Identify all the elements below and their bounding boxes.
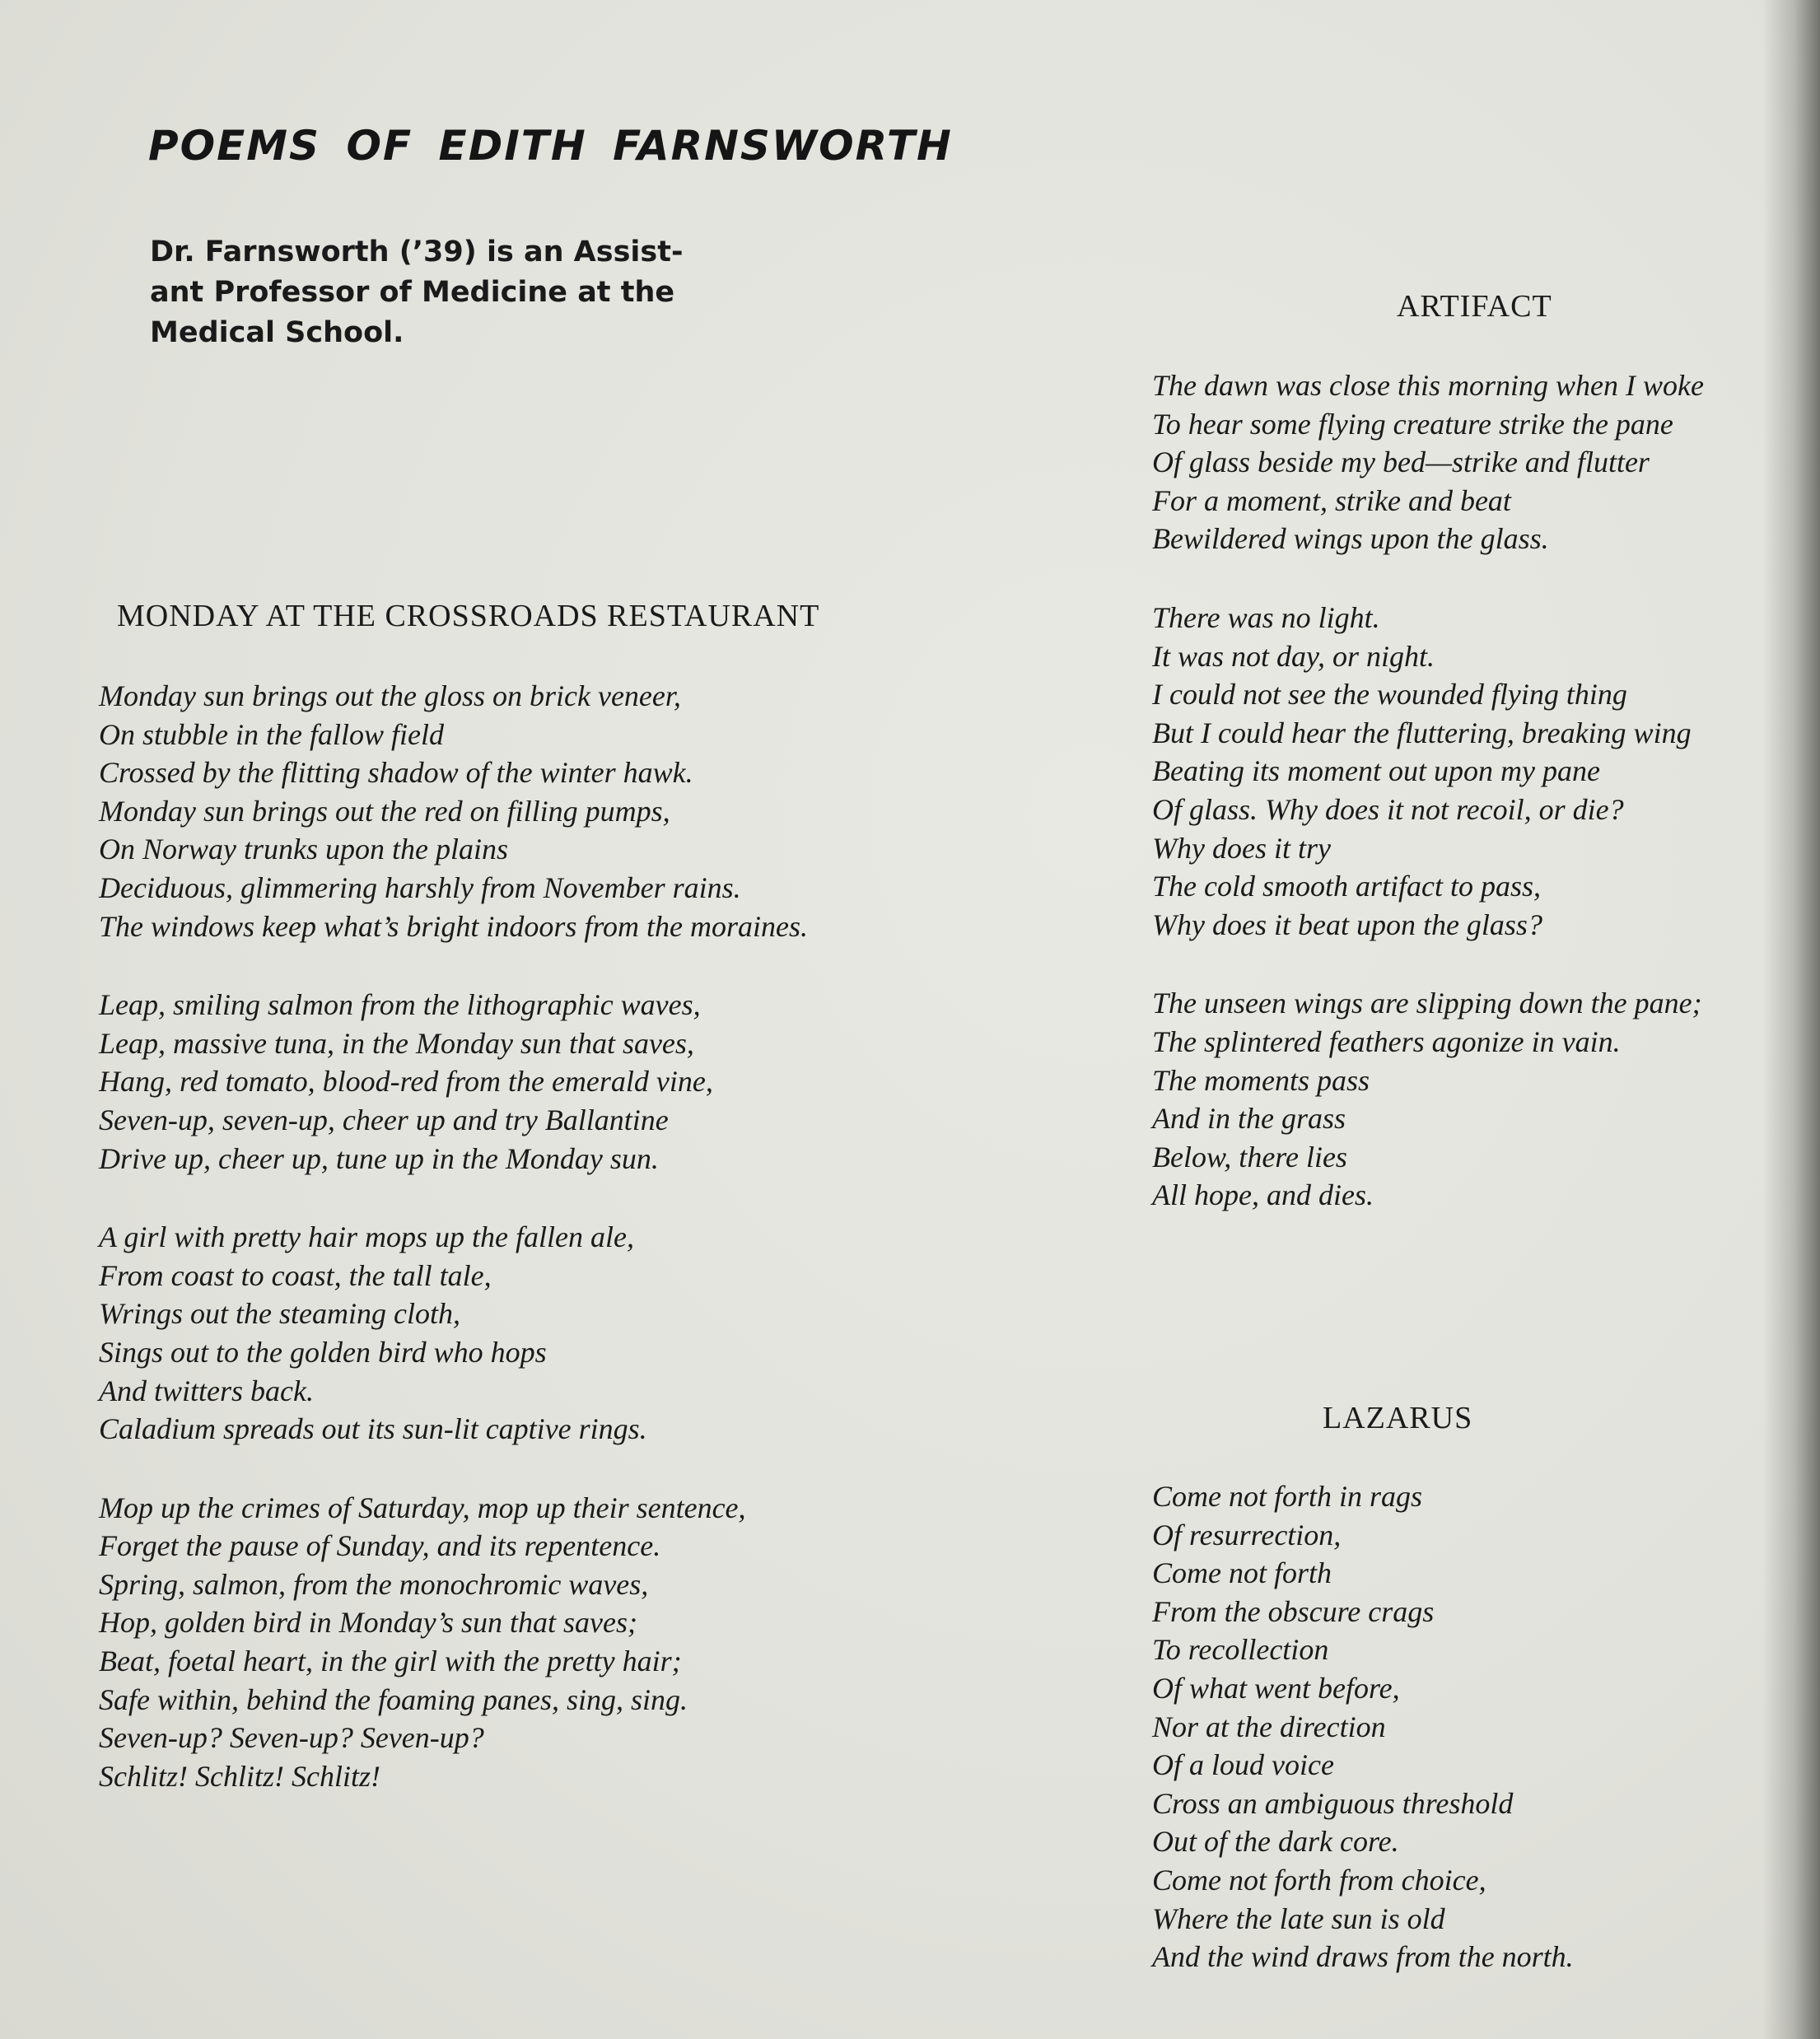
poem-title-monday: MONDAY AT THE CROSSROADS RESTAURANT [117,599,820,633]
poem-line: Hang, red tomato, blood-red from the emerald vine, [99,1065,713,1099]
poem-title-lazarus: LAZARUS [1323,1401,1473,1435]
stanza-gap [1152,558,1704,599]
poem-line: On Norway trunks upon the plains [99,833,509,866]
poem-line: Of a loud voice [1152,1748,1334,1782]
poem-line: The windows keep what’s bright indoors from the moraines. [99,909,809,943]
poem-line: The dawn was close this morning when I woke [1152,369,1704,402]
author-note-line: ant Professor of Medicine at the [150,276,675,309]
stanza [1152,366,1704,558]
poem-line: A girl with pretty hair mops up the fallen ale, [99,1220,634,1254]
poem-line: Wrings out the steaming cloth, [99,1297,460,1331]
author-note-line: Medical School. [150,316,404,349]
poem-line: Beating its moment out upon my pane [1152,754,1600,788]
poem-line: Schlitz! Schlitz! Schlitz! [99,1759,380,1793]
poem-line: The splintered feathers agonize in vain. [1152,1024,1621,1058]
poem-body-lazarus [1152,1477,1574,1976]
poem-line: The unseen wings are slipping down the pane; [1152,987,1702,1020]
poem-line: Seven-up? Seven-up? Seven-up? [99,1721,484,1755]
poem-line: Crossed by the flitting shadow of the winter hawk. [99,756,693,790]
poem-line: Forget the pause of Sunday, and its repentence. [99,1529,661,1563]
poem-line: Leap, smiling salmon from the lithographic waves, [99,988,701,1022]
poem-line: From coast to coast, the tall tale, [99,1258,492,1292]
poem-line: Out of the dark core. [1152,1825,1399,1859]
stanza [99,1489,808,1796]
poem-line: To recollection [1152,1633,1329,1667]
poem-line: It was not day, or night. [1152,639,1435,673]
poem-line: The moments pass [1152,1063,1370,1097]
poem-body-monday [99,677,808,1795]
author-note [150,232,743,353]
poem-line: Of resurrection, [1152,1518,1342,1551]
poem-line: The cold smooth artifact to pass, [1152,870,1542,903]
poem-line: Why does it try [1152,831,1331,865]
author-note-line: Dr. Farnsworth (’39) is an Assist- [150,236,684,268]
poem-line: Caladium spreads out its sun-lit captive rings. [99,1412,647,1446]
stanza [1152,1477,1574,1976]
poem-line: Monday sun brings out the red on filling pumps, [99,794,670,828]
poem-line: Of glass. Why does it not recoil, or die? [1152,792,1624,826]
poem-line: Hop, golden bird in Monday’s sun that saves; [99,1606,637,1640]
poem-line: Of what went before, [1152,1671,1400,1705]
stanza-gap [99,1449,808,1489]
poem-line: And twitters back. [99,1374,314,1407]
poem-line: Below, there lies [1152,1140,1347,1173]
poem-line: Come not forth from choice, [1152,1863,1486,1897]
poem-line: Sings out to the golden bird who hops [99,1335,547,1369]
poem-line: Leap, massive tuna, in the Monday sun that saves, [99,1026,694,1060]
poem-line: Seven-up, seven-up, cheer up and try Ballantine [99,1103,669,1136]
poem-line: Spring, salmon, from the monochromic waves, [99,1567,649,1601]
poem-line: Safe within, behind the foaming panes, sing, sing. [99,1682,688,1716]
poem-line: And in the grass [1152,1102,1346,1136]
poem-line: But I could hear the fluttering, breaking wing [1152,716,1692,749]
poem-line: There was no light. [1152,600,1380,634]
stanza-gap [99,1178,808,1218]
poem-line: Beat, foetal heart, in the girl with the pretty hair; [99,1645,682,1678]
stanza [1152,984,1704,1215]
stanza-gap [1152,944,1704,984]
poem-line: From the obscure crags [1152,1594,1435,1628]
poem-line: Come not forth in rags [1152,1480,1423,1513]
page-title: POEMS OF EDITH FARNSWORTH [148,122,953,170]
poem-line: All hope, and dies. [1152,1178,1374,1212]
poem-line: For a moment, strike and beat [1152,483,1511,517]
poem-line: Of glass beside my bed—strike and flutter [1152,446,1650,479]
poem-line: Mop up the crimes of Saturday, mop up their sentence, [99,1491,746,1524]
poem-line: Where the late sun is old [1152,1901,1445,1935]
stanza [99,986,808,1178]
poem-line: Drive up, cheer up, tune up in the Monday sun. [99,1141,659,1175]
stanza [1152,599,1704,944]
stanza-gap [99,945,808,986]
poem-line: Monday sun brings out the gloss on brick veneer, [99,679,681,712]
poem-line: Cross an ambiguous threshold [1152,1786,1514,1820]
stanza [99,677,808,945]
poem-line: Nor at the direction [1152,1710,1386,1743]
poem-line: Bewildered wings upon the glass. [1152,522,1549,556]
poem-line: And the wind draws from the north. [1152,1940,1574,1974]
poem-line: I could not see the wounded flying thing [1152,678,1627,712]
poem-line: Why does it beat upon the glass? [1152,908,1542,941]
poem-line: Deciduous, glimmering harshly from November rains. [99,870,741,904]
poem-body-artifact [1152,366,1704,1215]
stanza [99,1218,808,1449]
poem-line: To hear some flying creature strike the pane [1152,407,1673,441]
page-gutter-shadow [1762,0,1820,2039]
poem-line: On stubble in the fallow field [99,717,444,751]
poem-title-artifact: ARTIFACT [1397,289,1552,324]
poem-line: Come not forth [1152,1556,1332,1590]
